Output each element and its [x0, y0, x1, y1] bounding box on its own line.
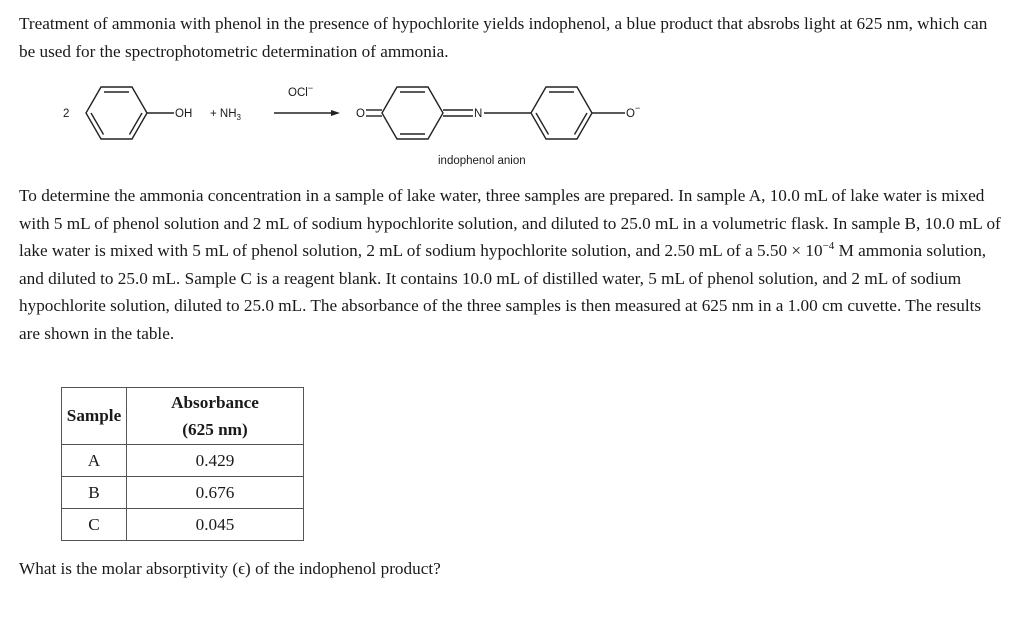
- phenol-ring: [86, 87, 147, 139]
- question-text: What is the molar absorptivity (ϵ) of the indophenol product?: [19, 559, 441, 578]
- reaction-scheme: [0, 70, 700, 180]
- quinone-ring: [382, 87, 443, 139]
- header-absorbance: Absorbance (625 nm): [127, 388, 304, 445]
- phenolate-oxygen: O−: [626, 103, 641, 120]
- header-sample: Sample: [62, 388, 127, 445]
- table-row: [62, 509, 304, 541]
- cell-absorbance: 0.429: [127, 445, 304, 477]
- procedure-paragraph: To determine the ammonia concentration in a sample of lake water, three samples are prepared. In sample A, 10.0 mL of lake water is mixed with 5 mL of phenol solution and 2 mL of sodium hypochlorite solution, and diluted to 25.0 mL in a volumetric flask. In sample B, 10.0 mL of lake water is mixed with 5 mL of phenol solution, 2 mL of sodium hypochlorite solution, and 2.50 mL of a $5.50 \times 10^{-4}$ M ammonia solution, and diluted to 25.0 mL. Sample C is a reagent blank. It contains 10.0 mL of distilled water, 5 mL of phenol solution, and 2 mL of sodium hypochlorite solution, diluted to 25.0 mL. The absorbance of the three samples is then measured at 625 nm in a 1.00 cm cuvette. The results are shown in the table.: [19, 186, 1001, 343]
- cell-absorbance: 0.045: [127, 509, 304, 541]
- reaction-coefficient: 2: [63, 108, 70, 120]
- cell-sample: A: [62, 445, 127, 477]
- ammonia-label: + $NH_3$: [210, 108, 241, 122]
- hydroxyl-label: OH: [175, 108, 193, 120]
- intro-paragraph: Treatment of ammonia with phenol in the presence of hypochlorite yields indophenol, a blue product that absrobs light at 625 nm, which can be used for the spectrophotometric determination of ammonia.: [19, 14, 988, 61]
- cell-sample: C: [62, 509, 127, 541]
- phenolate-ring: [531, 87, 592, 139]
- cell-absorbance: 0.676: [127, 477, 304, 509]
- reagent-label: OCl−: [288, 83, 314, 99]
- absorbance-table: [61, 387, 304, 541]
- carbonyl-oxygen: O: [356, 108, 365, 120]
- table-row: [62, 477, 304, 509]
- arrow-head: [331, 110, 340, 116]
- imine-nitrogen: N: [474, 108, 483, 120]
- exponent: −4: [822, 240, 835, 253]
- table-row: [62, 445, 304, 477]
- product-caption: indophenol anion: [438, 155, 526, 167]
- cell-sample: B: [62, 477, 127, 509]
